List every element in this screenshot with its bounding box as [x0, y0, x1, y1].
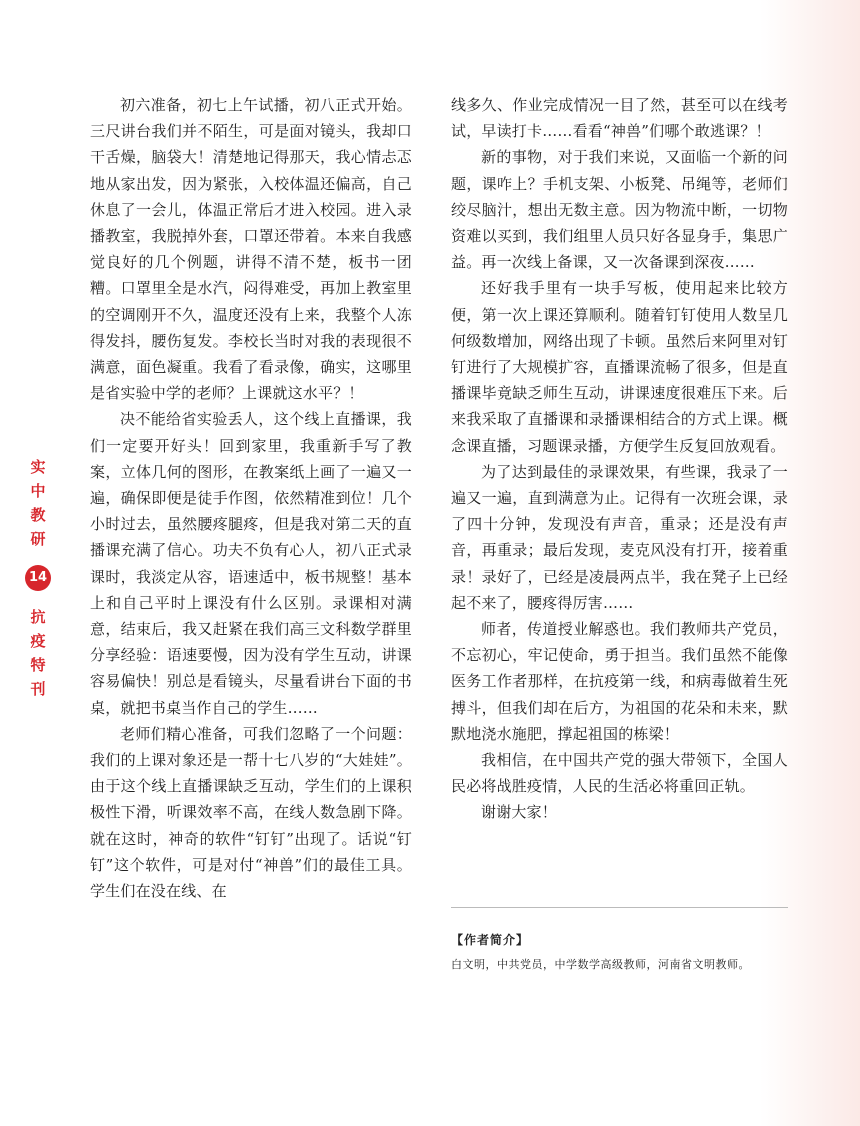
- author-bio-heading: 【作者简介】: [451, 933, 530, 947]
- article-paragraph: 老师们精心准备，可我们忽略了一个问题：我们的上课对象还是一帮十七八岁的“大娃娃”。由于这个线上直播课缺乏互动，学生们的上课积极性下滑，听课效率不高，在线人数急剧下降。就在这时，神奇的软件“钉钉”出现了。话说“钉钉”这个软件，可是对付“神兽”们的最佳工具。学生们在没在线、在: [90, 724, 412, 901]
- sidebar: [24, 455, 52, 701]
- sidebar-section-char: 疫: [30, 632, 46, 650]
- article-paragraph: 决不能给省实验丢人，这个线上直播课，我们一定要开好头！回到家里，我重新手写了教案，立体几何的图形，在教案纸上画了一遍又一遍，确保即便是徒手作图，依然精准到位！几个小时过去，虽然腰疼腿疼，但是我对第二天的直播课充满了信心。功夫不负有心人，初八正式录课时，我淡定从容，语速适中，板书规整！基本上和自己平时上课没有什么区别。录课相对满意，结束后，我又赶紧在我们高三文科数学群里分享经验：语速要慢，因为没有学生互动，讲课容易偏快！别总是看镜头，尽量看讲台下面的书桌，就把书桌当作自己的学生……: [90, 410, 412, 717]
- sidebar-section-char: 刊: [30, 680, 46, 698]
- article-paragraph: 为了达到最佳的录课效果，有些课，我录了一遍又一遍，直到满意为止。记得有一次班会课，录了四十分钟，发现没有声音，重录；还是没有声音，再重录；最后发现，麦克风没有打开，接着重录！录好了，已经是凌晨两点半，我在凳子上已经起不来了，腰疼得厉害……: [451, 462, 788, 612]
- sidebar-section-char: 特: [30, 656, 46, 674]
- sidebar-section-char: 抗: [30, 608, 46, 626]
- article-right-column: [451, 92, 788, 826]
- sidebar-title-char: 教: [30, 506, 46, 524]
- article-paragraph: 新的事物，对于我们来说，又面临一个新的问题，课咋上？手机支架、小板凳、吊绳等，老师们绞尽脑汁，想出无数主意。因为物流中断，一切物资难以买到，我们组里人员只好各显身手，集思广益。再一次线上备课，又一次备课到深夜……: [451, 148, 788, 272]
- article-left-column: [90, 92, 412, 904]
- sidebar-title-char: 中: [30, 482, 46, 500]
- article-paragraph: 我相信，在中国共产党的强大带领下，全国人民必将战胜疫情，人民的生活必将重回正轨。: [451, 751, 788, 796]
- page-number-badge: 14: [25, 565, 51, 591]
- sidebar-title-char: 实: [30, 458, 46, 476]
- article-paragraph: 还好我手里有一块手写板，使用起来比较方便，第一次上课还算顺利。随着钉钉使用人数呈几何级数增加，网络出现了卡顿。虽然后来阿里对钉钉进行了大规模扩容，直播课流畅了很多，但是直播课毕竟缺乏师生互动，讲课速度很难压下来。后来我采取了直播课和录播课相结合的方式上课。概念课直播，习题课录播，方便学生反复回放观看。: [451, 279, 788, 455]
- sidebar-title-char: 研: [30, 530, 46, 548]
- article-paragraph: 师者，传道授业解惑也。我们教师共产党员，不忘初心，牢记使命，勇于担当。我们虽然不能像医务工作者那样，在抗疫第一线，和病毒做着生死搏斗，但我们却在后方，为祖国的花朵和未来，默默地浇水施肥，撑起祖国的栋梁！: [451, 620, 788, 743]
- article-paragraph: 谢谢大家！: [481, 803, 558, 822]
- author-bio-text: 白文明，中共党员，中学数学高级教师，河南省文明教师。: [451, 958, 750, 971]
- article-paragraph-continued: 线多久、作业完成情况一目了然，甚至可以在线考试，早读打卡……看看“神兽”们哪个敢逃课？！: [451, 96, 788, 141]
- article-paragraph: 初六准备，初七上午试播，初八正式开始。三尺讲台我们并不陌生，可是面对镜头，我却口干舌燥，脑袋大！清楚地记得那天，我心情忐忑地从家出发，因为紧张，入校体温还偏高，自己休息了一会儿，体温正常后才进入校园。进入录播教室，我脱掉外套，口罩还带着。本来自我感觉良好的几个例题，讲得不清不楚，板书一团糟。口罩里全是水汽，闷得难受，再加上教室里的空调刚开不久，温度还没有上来，我整个人冻得发抖，腰伤复发。李校长当时对我的表现很不满意，面色凝重。我看了看录像，确实，这哪里是省实验中学的老师？上课就这水平？！: [90, 96, 412, 403]
- bio-divider: [451, 907, 788, 908]
